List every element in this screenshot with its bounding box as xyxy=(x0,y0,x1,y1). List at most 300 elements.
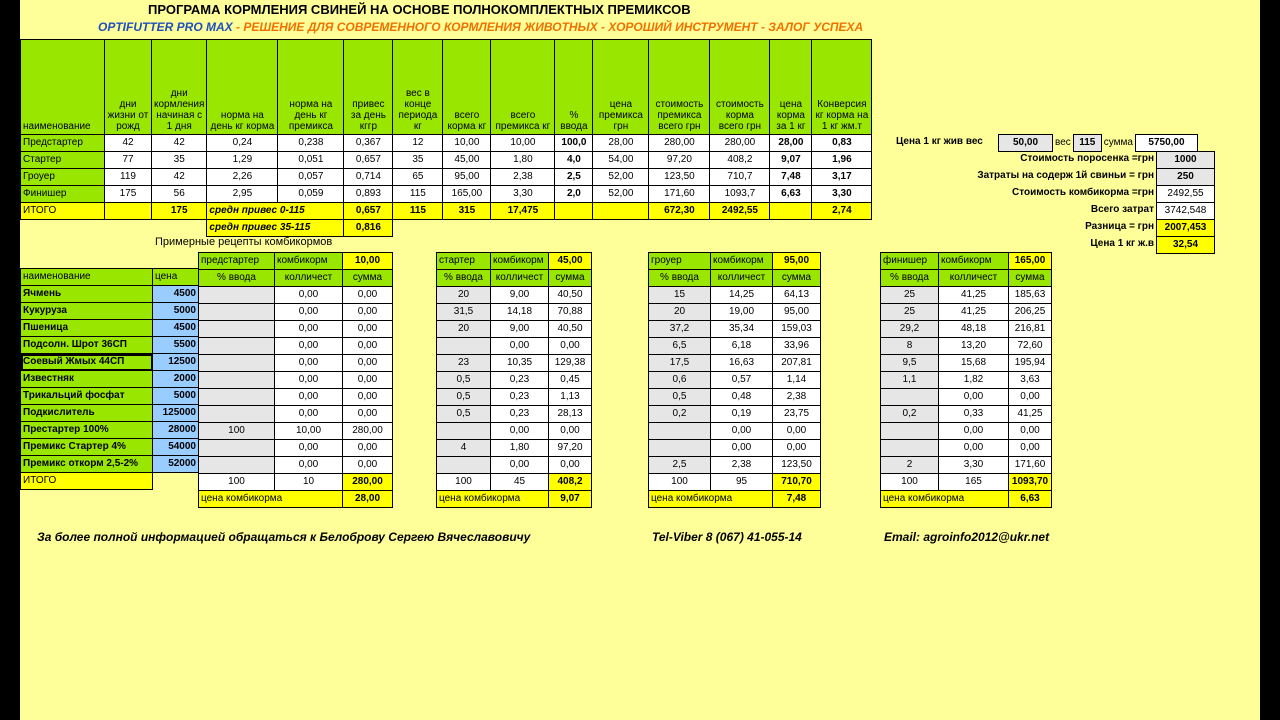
summary-value-cell[interactable]: 250 xyxy=(1157,169,1215,186)
qty-cell: 0,00 xyxy=(491,423,549,440)
summary-value xyxy=(1156,202,1215,220)
sum-cell: 0,00 xyxy=(549,423,592,440)
sum-cell: 0,00 xyxy=(1009,389,1052,406)
phase-name: финишер xyxy=(881,253,939,270)
table-cell[interactable]: 119 xyxy=(105,169,152,186)
pct-input[interactable]: 0,5 xyxy=(437,389,491,406)
total-weight[interactable]: 115 xyxy=(393,203,443,220)
total-qty: 95 xyxy=(711,474,773,491)
table-cell[interactable]: 1,80 xyxy=(491,152,555,169)
qty-cell: 0,23 xyxy=(491,406,549,423)
table-cell[interactable]: 0,714 xyxy=(344,169,393,186)
sum-cell: 171,60 xyxy=(1009,457,1052,474)
qty-cell: 9,00 xyxy=(491,287,549,304)
contact-email[interactable]: Email: agroinfo2012@ukr.net xyxy=(884,530,1050,544)
weight-input[interactable]: 115 xyxy=(1073,135,1101,152)
pct-input[interactable]: 29,2 xyxy=(881,321,939,338)
qty-cell: 16,63 xyxy=(711,355,773,372)
ingredients-header-price: цена xyxy=(153,269,199,286)
ingredient-name[interactable]: Соевый Жмых 44СП xyxy=(21,354,153,371)
kombikorm-label: комбикорм xyxy=(711,253,773,270)
price-live-label: Цена 1 кг жив вес xyxy=(896,136,983,147)
ingredient-name[interactable]: Подсолн. Шрот 36СП xyxy=(21,337,153,354)
brand-name: OPTIFUTTER PRO MAX xyxy=(98,20,233,34)
recipe-table-finisher xyxy=(880,252,1052,508)
subtitle xyxy=(98,20,863,34)
sum-cell: 1,14 xyxy=(773,372,821,389)
qty-cell: 0,00 xyxy=(491,457,549,474)
table-cell[interactable]: 54,00 xyxy=(593,152,649,169)
table-cell[interactable]: 42 xyxy=(152,169,207,186)
table-cell[interactable]: 2,26 xyxy=(207,169,278,186)
empty-cell xyxy=(152,220,207,237)
column-header: всего премикса кг xyxy=(491,40,555,135)
table-cell[interactable]: 0,893 xyxy=(344,186,393,203)
avg-gain-label: средн привес 0-115 xyxy=(207,203,344,220)
pct-input[interactable]: 20 xyxy=(437,287,491,304)
qty-cell: 0,00 xyxy=(275,440,343,457)
column-header: норма на день кг премикса xyxy=(278,40,344,135)
table-cell[interactable]: 2,5 xyxy=(555,169,593,186)
ingredient-price[interactable]: 4500 xyxy=(153,286,199,303)
contact-info: За более полной информацией обращаться к Белоброву Сергею Вячеславовичу xyxy=(37,530,531,544)
empty-cell xyxy=(593,203,649,220)
recipes-total-label: ИТОГО xyxy=(21,473,153,490)
qty-cell: 0,00 xyxy=(939,423,1009,440)
sum-cell: 0,00 xyxy=(343,287,393,304)
table-cell[interactable]: 115 xyxy=(393,186,443,203)
qty-cell: 6,18 xyxy=(711,338,773,355)
table-cell[interactable]: 2,38 xyxy=(491,169,555,186)
table-cell[interactable]: 7,48 xyxy=(770,169,812,186)
total-days[interactable]: 175 xyxy=(152,203,207,220)
pct-input[interactable] xyxy=(199,321,275,338)
ingredient-name[interactable]: Премикс Стартер 4% xyxy=(21,439,153,456)
header-qty: колличест xyxy=(711,270,773,287)
table-cell[interactable]: 95,00 xyxy=(443,169,491,186)
qty-cell: 9,00 xyxy=(491,321,549,338)
table-cell[interactable]: 3,30 xyxy=(812,186,872,203)
ingredient-name[interactable]: Премикс откорм 2,5-2% xyxy=(21,456,153,473)
table-cell[interactable]: 28,00 xyxy=(593,135,649,152)
sum-cell: 207,81 xyxy=(773,355,821,372)
qty-cell: 0,23 xyxy=(491,372,549,389)
sum-cell: 1,13 xyxy=(549,389,592,406)
table-cell[interactable]: 0,238 xyxy=(278,135,344,152)
header-sum: сумма xyxy=(549,270,592,287)
empty-cell xyxy=(153,252,199,269)
phase-feed-kg[interactable]: 45,00 xyxy=(549,253,592,270)
table-cell[interactable]: 1,29 xyxy=(207,152,278,169)
recipe-table-prestarter xyxy=(198,252,393,508)
pct-input[interactable] xyxy=(199,389,275,406)
pct-input[interactable] xyxy=(649,440,711,457)
pct-input[interactable]: 25 xyxy=(881,304,939,321)
summary-value xyxy=(1156,168,1215,186)
pct-input[interactable]: 0,2 xyxy=(881,406,939,423)
sum-cell: 159,03 xyxy=(773,321,821,338)
summary-value-cell[interactable]: 1000 xyxy=(1157,152,1215,169)
avg-gain-label-2: средн привес 35-115 xyxy=(207,220,344,237)
qty-cell: 1,82 xyxy=(939,372,1009,389)
avg-gain-value-2[interactable]: 0,816 xyxy=(344,220,393,237)
column-header: Конверсия кг корма на 1 кг жм.т xyxy=(812,40,872,135)
pct-input[interactable] xyxy=(199,338,275,355)
qty-cell: 0,00 xyxy=(939,389,1009,406)
qty-cell: 0,00 xyxy=(275,355,343,372)
ingredient-name[interactable]: Кукуруза xyxy=(21,303,153,320)
pct-input[interactable]: 100 xyxy=(199,423,275,440)
sum-cell: 0,00 xyxy=(549,338,592,355)
table-cell[interactable]: 171,60 xyxy=(649,186,710,203)
qty-cell: 0,00 xyxy=(711,423,773,440)
table-cell[interactable]: 175 xyxy=(105,186,152,203)
table-cell[interactable]: 1093,7 xyxy=(710,186,770,203)
header-pct: % ввода xyxy=(437,270,491,287)
sum-cell: 129,38 xyxy=(549,355,592,372)
sum-cell: 3,63 xyxy=(1009,372,1052,389)
table-cell[interactable]: 0,051 xyxy=(278,152,344,169)
column-header: вес в конце периода кг xyxy=(393,40,443,135)
pct-input[interactable]: 2 xyxy=(881,457,939,474)
table-cell[interactable]: 0,367 xyxy=(344,135,393,152)
phase-name: гроуер xyxy=(649,253,711,270)
total-pct: 100 xyxy=(437,474,491,491)
qty-cell: 48,18 xyxy=(939,321,1009,338)
table-cell[interactable]: 65 xyxy=(393,169,443,186)
qty-cell: 15,68 xyxy=(939,355,1009,372)
table-cell[interactable]: 52,00 xyxy=(593,169,649,186)
pct-input[interactable] xyxy=(881,440,939,457)
ingredient-price[interactable]: 52000 xyxy=(153,456,199,473)
sum-cell: 0,00 xyxy=(343,406,393,423)
header-pct: % ввода xyxy=(649,270,711,287)
total-conversion[interactable]: 2,74 xyxy=(812,203,872,220)
total-qty: 45 xyxy=(491,474,549,491)
table-cell[interactable]: 280,00 xyxy=(649,135,710,152)
price-kombikorm-value[interactable]: 7,48 xyxy=(773,491,821,508)
phase-name: предстартер xyxy=(199,253,275,270)
sum-cell: 33,96 xyxy=(773,338,821,355)
pct-input[interactable]: 0,5 xyxy=(437,372,491,389)
header-pct: % ввода xyxy=(199,270,275,287)
pct-input[interactable]: 8 xyxy=(881,338,939,355)
qty-cell: 0,33 xyxy=(939,406,1009,423)
pct-input[interactable]: 31,5 xyxy=(437,304,491,321)
sum-cell: 95,00 xyxy=(773,304,821,321)
header-sum: сумма xyxy=(1009,270,1052,287)
phase-feed-kg[interactable]: 10,00 xyxy=(343,253,393,270)
row-label: Предстартер xyxy=(21,135,105,152)
total-pct: 100 xyxy=(649,474,711,491)
pct-input[interactable] xyxy=(437,338,491,355)
table-cell[interactable]: 56 xyxy=(152,186,207,203)
pct-input[interactable]: 0,6 xyxy=(649,372,711,389)
table-cell[interactable]: 0,059 xyxy=(278,186,344,203)
table-cell[interactable]: 97,20 xyxy=(649,152,710,169)
qty-cell: 41,25 xyxy=(939,304,1009,321)
table-cell[interactable]: 3,30 xyxy=(491,186,555,203)
column-header: цена премикса грн xyxy=(593,40,649,135)
pct-input[interactable] xyxy=(199,372,275,389)
pct-input[interactable]: 0,5 xyxy=(437,406,491,423)
table-cell[interactable]: 28,00 xyxy=(770,135,812,152)
phase-feed-kg[interactable]: 95,00 xyxy=(773,253,821,270)
ingredient-name[interactable]: Подкислитель xyxy=(21,405,153,422)
column-header: привес за день кггр xyxy=(344,40,393,135)
qty-cell: 19,00 xyxy=(711,304,773,321)
table-cell[interactable]: 2,0 xyxy=(555,186,593,203)
table-cell[interactable]: 10,00 xyxy=(491,135,555,152)
pct-input[interactable]: 6,5 xyxy=(649,338,711,355)
table-cell[interactable]: 35 xyxy=(152,152,207,169)
total-pct: 100 xyxy=(881,474,939,491)
total-label: ИТОГО xyxy=(21,203,105,220)
ingredient-price[interactable]: 125000 xyxy=(153,405,199,422)
sum-cell: 0,00 xyxy=(343,457,393,474)
total-qty: 10 xyxy=(275,474,343,491)
qty-cell: 2,38 xyxy=(711,457,773,474)
recipe-table-starter xyxy=(436,252,592,508)
qty-cell: 10,00 xyxy=(275,423,343,440)
table-cell[interactable]: 123,50 xyxy=(649,169,710,186)
ingredients-header-name: наименование xyxy=(21,269,153,286)
summary-value-cell[interactable]: 3742,548 xyxy=(1157,203,1215,220)
ingredient-price[interactable]: 54000 xyxy=(153,439,199,456)
header-qty: колличест xyxy=(939,270,1009,287)
pct-input[interactable] xyxy=(437,423,491,440)
sum-cell: 0,00 xyxy=(1009,423,1052,440)
pct-input[interactable]: 2,5 xyxy=(649,457,711,474)
kombikorm-label: комбикорм xyxy=(275,253,343,270)
header-sum: сумма xyxy=(343,270,393,287)
pct-input[interactable] xyxy=(199,457,275,474)
table-cell[interactable]: 2,95 xyxy=(207,186,278,203)
table-cell[interactable]: 35 xyxy=(393,152,443,169)
ingredients-table xyxy=(20,252,199,490)
pct-input[interactable]: 37,2 xyxy=(649,321,711,338)
ingredient-price[interactable]: 5000 xyxy=(153,388,199,405)
sum-cell: 2,38 xyxy=(773,389,821,406)
pct-input[interactable]: 9,5 xyxy=(881,355,939,372)
header-pct: % ввода xyxy=(881,270,939,287)
sum-cell: 97,20 xyxy=(549,440,592,457)
ingredient-price[interactable]: 5500 xyxy=(153,337,199,354)
avg-gain-value[interactable]: 0,657 xyxy=(344,203,393,220)
empty-cell xyxy=(770,203,812,220)
column-header: норма на день кг корма xyxy=(207,40,278,135)
sum-cell: 216,81 xyxy=(1009,321,1052,338)
qty-cell: 14,25 xyxy=(711,287,773,304)
table-cell[interactable]: 45,00 xyxy=(443,152,491,169)
row-label: Гроуер xyxy=(21,169,105,186)
header-qty: колличест xyxy=(491,270,549,287)
total-qty: 165 xyxy=(939,474,1009,491)
summary-label: Всего затрат xyxy=(1090,204,1154,215)
empty-cell xyxy=(21,220,105,237)
sum-cell: 0,00 xyxy=(773,423,821,440)
sum-cell: 123,50 xyxy=(773,457,821,474)
price-kombikorm-value[interactable]: 28,00 xyxy=(343,491,393,508)
pct-input[interactable] xyxy=(199,440,275,457)
total-sum[interactable]: 1093,70 xyxy=(1009,474,1052,491)
qty-cell: 0,00 xyxy=(275,338,343,355)
pct-input[interactable] xyxy=(649,423,711,440)
qty-cell: 0,00 xyxy=(275,406,343,423)
kombikorm-label: комбикорм xyxy=(939,253,1009,270)
pct-input[interactable] xyxy=(199,355,275,372)
qty-cell: 0,19 xyxy=(711,406,773,423)
price-kombikorm-value[interactable]: 9,07 xyxy=(549,491,592,508)
sum-cell: 0,00 xyxy=(343,355,393,372)
price-live-input[interactable]: 50,00 xyxy=(999,135,1053,152)
sum-cell: 206,25 xyxy=(1009,304,1052,321)
ingredient-price[interactable]: 4500 xyxy=(153,320,199,337)
sum-cell: 280,00 xyxy=(343,423,393,440)
qty-cell: 14,18 xyxy=(491,304,549,321)
sum-cell: 28,13 xyxy=(549,406,592,423)
price-kombikorm-label: цена комбикорма xyxy=(199,491,343,508)
table-cell[interactable]: 408,2 xyxy=(710,152,770,169)
column-header: цена корма за 1 кг xyxy=(770,40,812,135)
total-premix[interactable]: 17,475 xyxy=(491,203,555,220)
sum-cell: 40,50 xyxy=(549,287,592,304)
table-cell[interactable]: 280,00 xyxy=(710,135,770,152)
table-cell[interactable]: 710,7 xyxy=(710,169,770,186)
ingredient-name[interactable]: Известняк xyxy=(21,371,153,388)
qty-cell: 0,00 xyxy=(275,321,343,338)
pct-input[interactable]: 0,5 xyxy=(649,389,711,406)
table-cell[interactable]: 1,96 xyxy=(812,152,872,169)
summary-value xyxy=(1156,236,1215,254)
ingredient-price[interactable]: 2000 xyxy=(153,371,199,388)
weight-label: вес xyxy=(1055,137,1071,148)
table-cell[interactable]: 0,24 xyxy=(207,135,278,152)
sum-cell: 0,00 xyxy=(773,440,821,457)
recipes-title: Примерные рецепты комбикормов xyxy=(155,236,333,248)
qty-cell: 13,20 xyxy=(939,338,1009,355)
total-feed[interactable]: 315 xyxy=(443,203,491,220)
table-cell[interactable]: 0,83 xyxy=(812,135,872,152)
qty-cell: 0,23 xyxy=(491,389,549,406)
ingredient-name[interactable]: Ячмень xyxy=(21,286,153,303)
empty-cell xyxy=(153,473,199,490)
column-header: дни кормления начиная с 1 дня xyxy=(152,40,207,135)
pct-input[interactable] xyxy=(199,304,275,321)
table-cell[interactable]: 0,657 xyxy=(344,152,393,169)
feeding-table xyxy=(20,39,872,237)
ingredient-price[interactable]: 12500 xyxy=(153,354,199,371)
table-cell[interactable]: 9,07 xyxy=(770,152,812,169)
table-cell[interactable]: 42 xyxy=(105,135,152,152)
sum-cell: 0,00 xyxy=(343,372,393,389)
qty-cell: 3,30 xyxy=(939,457,1009,474)
table-cell[interactable]: 52,00 xyxy=(593,186,649,203)
table-cell[interactable]: 10,00 xyxy=(443,135,491,152)
ingredient-name[interactable]: Престартер 100% xyxy=(21,422,153,439)
pct-input[interactable]: 15 xyxy=(649,287,711,304)
summary-label: Стоимость поросенка =грн xyxy=(1020,153,1154,164)
table-cell[interactable]: 12 xyxy=(393,135,443,152)
table-cell[interactable]: 77 xyxy=(105,152,152,169)
pct-input[interactable]: 25 xyxy=(881,287,939,304)
table-cell[interactable]: 165,00 xyxy=(443,186,491,203)
pct-input[interactable] xyxy=(881,389,939,406)
pct-input[interactable]: 4 xyxy=(437,440,491,457)
price-kombikorm-label: цена комбикорма xyxy=(649,491,773,508)
price-kombikorm-label: цена комбикорма xyxy=(437,491,549,508)
pct-input[interactable] xyxy=(437,457,491,474)
pct-input[interactable] xyxy=(199,406,275,423)
spreadsheet-sheet[interactable] xyxy=(20,0,1260,720)
ingredient-price[interactable]: 5000 xyxy=(153,303,199,320)
pct-input[interactable]: 1,1 xyxy=(881,372,939,389)
sum-cell: 0,00 xyxy=(343,338,393,355)
phase-name: стартер xyxy=(437,253,491,270)
total-premix-cost[interactable]: 672,30 xyxy=(649,203,710,220)
table-cell[interactable]: 0,057 xyxy=(278,169,344,186)
pct-input[interactable] xyxy=(881,423,939,440)
total-feed-cost[interactable]: 2492,55 xyxy=(710,203,770,220)
ingredient-name[interactable]: Пшеница xyxy=(21,320,153,337)
qty-cell: 41,25 xyxy=(939,287,1009,304)
pct-input[interactable] xyxy=(199,287,275,304)
column-header: стоимость корма всего грн xyxy=(710,40,770,135)
sum-cell: 0,45 xyxy=(549,372,592,389)
page-title: ПРОГРАМА КОРМЛЕНИЯ СВИНЕЙ НА ОСНОВЕ ПОЛНОКОМПЛЕКТНЫХ ПРЕМИКСОВ xyxy=(148,2,691,17)
table-cell[interactable]: 4,0 xyxy=(555,152,593,169)
sum-label: сумма xyxy=(1103,137,1133,148)
sum-cell: 0,00 xyxy=(343,321,393,338)
qty-cell: 0,57 xyxy=(711,372,773,389)
sum-cell: 0,00 xyxy=(343,440,393,457)
summary-value xyxy=(1156,219,1215,237)
table-cell[interactable]: 3,17 xyxy=(812,169,872,186)
column-header: всего корма кг xyxy=(443,40,491,135)
summary-value-cell[interactable]: 2492,55 xyxy=(1157,186,1215,203)
summary-label: Затраты на содерж 1й свиньи = грн xyxy=(977,170,1154,181)
row-label: Стартер xyxy=(21,152,105,169)
ingredient-price[interactable]: 28000 xyxy=(153,422,199,439)
price-kombikorm-value[interactable]: 6,63 xyxy=(1009,491,1052,508)
summary-label: Стоимость комбикорма =грн xyxy=(1011,187,1154,198)
table-cell[interactable]: 42 xyxy=(152,135,207,152)
qty-cell: 0,00 xyxy=(275,457,343,474)
qty-cell: 0,00 xyxy=(275,304,343,321)
sum-cell: 64,13 xyxy=(773,287,821,304)
phase-feed-kg[interactable]: 165,00 xyxy=(1009,253,1052,270)
table-cell[interactable]: 100,0 xyxy=(555,135,593,152)
total-sum[interactable]: 280,00 xyxy=(343,474,393,491)
table-cell[interactable]: 6,63 xyxy=(770,186,812,203)
header-sum: сумма xyxy=(773,270,821,287)
summary-value xyxy=(1156,185,1215,203)
pct-input[interactable]: 20 xyxy=(437,321,491,338)
contact-phone[interactable]: Tel-Viber 8 (067) 41-055-14 xyxy=(652,530,802,544)
pct-input[interactable]: 17,5 xyxy=(649,355,711,372)
ingredient-name[interactable]: Трикальций фосфат xyxy=(21,388,153,405)
summary-value-cell[interactable]: 32,54 xyxy=(1157,237,1215,254)
pct-input[interactable]: 23 xyxy=(437,355,491,372)
sum-value[interactable]: 5750,00 xyxy=(1135,135,1197,152)
empty-cell xyxy=(105,203,152,220)
qty-cell: 0,00 xyxy=(491,338,549,355)
total-sum[interactable]: 408,2 xyxy=(549,474,592,491)
total-sum[interactable]: 710,70 xyxy=(773,474,821,491)
pct-input[interactable]: 0,2 xyxy=(649,406,711,423)
summary-value-cell[interactable]: 2007,453 xyxy=(1157,220,1215,237)
pct-input[interactable]: 20 xyxy=(649,304,711,321)
